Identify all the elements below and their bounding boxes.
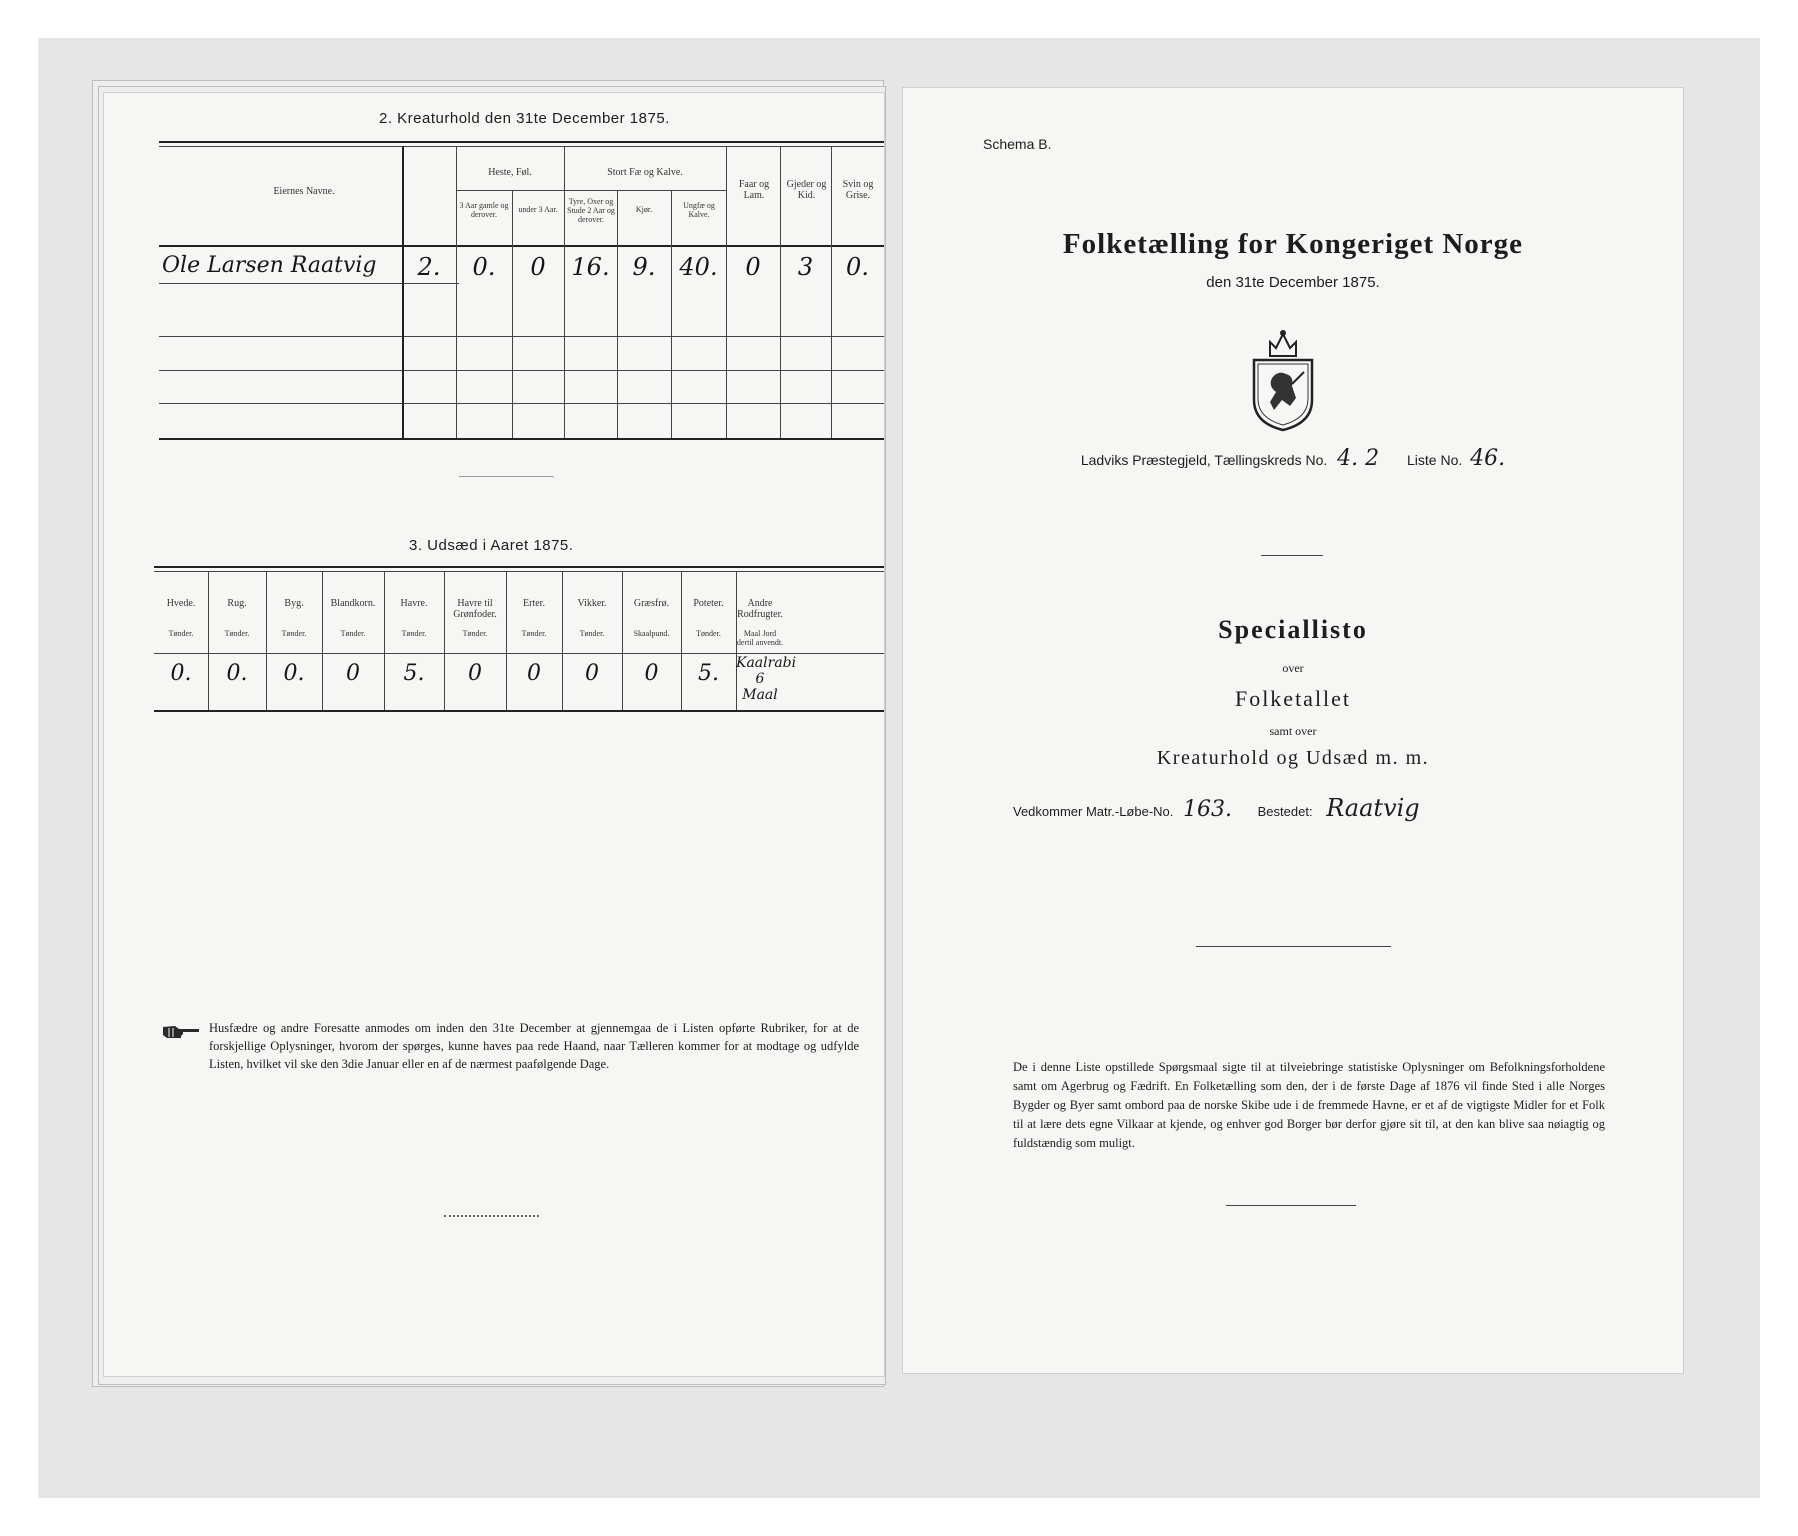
pointing-hand-icon <box>161 1023 201 1041</box>
udsaed-value: 0 <box>527 661 541 686</box>
udsaed-header: Havre til Grønfoder. <box>453 598 497 620</box>
divider <box>1196 946 1391 947</box>
livestock-value: 0. <box>472 253 496 281</box>
udsaed-header: Poteter. <box>693 598 724 609</box>
stortfae-sub-header: Ungfæ og Kalve. <box>683 201 715 219</box>
divider <box>1226 1205 1356 1206</box>
udsaed-header: Rug. <box>227 598 247 609</box>
udsaed-unit: Tønder. <box>579 629 605 638</box>
table-rule <box>154 571 884 572</box>
livestock-value: 0 <box>530 253 546 281</box>
udsaed-value: 0. <box>226 661 248 686</box>
speciallisto-title: Speciallisto <box>1218 615 1368 644</box>
table-rule <box>159 438 884 440</box>
owner-header: Eiernes Navne. <box>273 186 335 197</box>
folketallet-label: Folketallet <box>1234 686 1352 711</box>
udsaed-header: Erter. <box>523 598 545 609</box>
udsaed-header: Andre Rodfrugter. <box>737 598 783 620</box>
matr-line <box>1013 794 1613 822</box>
column-rule <box>266 571 267 710</box>
udsaed-unit: Tønder. <box>696 629 721 638</box>
udsaed-value: 0. <box>283 661 305 686</box>
livestock-value: 16. <box>571 253 610 281</box>
notice-paragraph: Husfædre og andre Foresatte anmodes om inden den 31te December at gjennemgaa de i Listen opførte Rubriker, for at de forskjellige Oplysninger, hvorom der spørges, kunne haves paa rede Haand, naar Tælleren kommer for at modtage og udfylde Listen, hvilket vil ske den 3die Januar eller en af de nærmest paafølgende Dage. <box>209 1021 859 1071</box>
svin-header: Svin og Grise. <box>842 179 874 201</box>
column-rule <box>681 571 682 710</box>
table-rule <box>154 710 884 712</box>
page-subtitle: den 31te December 1875. <box>1206 274 1380 291</box>
location-prefix: Ladviks Præstegjeld, Tællingskreds No. <box>1080 452 1328 468</box>
udsaed-value: 5. <box>698 661 719 686</box>
over-label: over <box>1282 661 1304 675</box>
livestock-value: 9. <box>632 253 656 281</box>
udsaed-unit: Skaalpund. <box>633 629 670 638</box>
left-page <box>104 93 884 1376</box>
udsaed-header: Vikker. <box>577 598 607 609</box>
udsaed-value: 0 <box>346 661 360 686</box>
group-rule <box>564 190 726 191</box>
matr-number: 163. <box>1183 797 1232 822</box>
udsaed-value: 0 <box>585 661 599 686</box>
udsaed-unit: Tønder. <box>281 629 307 638</box>
column-rule <box>562 571 563 710</box>
matr-label: Vedkommer Matr.-Løbe-No. <box>1013 804 1174 819</box>
table-rule <box>159 245 884 247</box>
udsaed-value: 0. <box>170 661 192 686</box>
column-rule <box>384 571 385 710</box>
column-rule <box>622 571 623 710</box>
udsaed-header: Græsfrø. <box>633 598 670 609</box>
udsaed-header: Hvede. <box>166 598 196 609</box>
gjeder-header: Gjeder og Kid. <box>786 179 827 201</box>
livestock-value: 40. <box>679 253 718 281</box>
location-line <box>903 446 1683 471</box>
udsaed-unit: Tønder. <box>224 629 250 638</box>
column-rule <box>444 571 445 710</box>
udsaed-unit: Tønder. <box>401 629 427 638</box>
column-rule <box>671 190 672 438</box>
udsaed-unit: Tønder. <box>521 629 547 638</box>
udsaed-value: 0 <box>644 661 659 686</box>
stortfae-sub-header: Kjør. <box>635 205 653 214</box>
livestock-value: 3 <box>797 253 814 281</box>
udsaed-unit: Tønder. <box>168 629 194 638</box>
udsaed-header: Havre. <box>400 598 428 609</box>
heste-sub-header: under 3 Aar. <box>518 205 558 214</box>
table-rule <box>159 146 884 147</box>
right-page <box>903 88 1683 1373</box>
heste-sub-header: 3 Aar gamle og derover. <box>459 201 509 219</box>
row-rule <box>154 653 884 654</box>
column-rule <box>322 571 323 710</box>
page-title: Folketælling for Kongeriget Norge <box>1062 228 1524 260</box>
divider <box>459 476 554 477</box>
bestedet-label: Bestedet: <box>1257 804 1313 819</box>
group-rule <box>456 190 564 191</box>
column-rule <box>617 190 618 438</box>
livestock-value: 0. <box>846 253 869 281</box>
table-rule <box>159 141 884 143</box>
bestedet-value: Raatvig <box>1326 794 1420 822</box>
heste-group-header: Heste, Føl. <box>488 167 532 178</box>
row-rule <box>159 370 884 371</box>
faar-header: Faar og Lam. <box>738 179 770 201</box>
udsaed-value: 5. <box>403 661 425 686</box>
column-rule <box>506 571 507 710</box>
row-rule <box>159 283 459 284</box>
liste-number: 46. <box>1470 446 1506 471</box>
udsaed-header: Byg. <box>284 598 304 609</box>
row-rule <box>159 336 884 337</box>
udsaed-unit: Maal Jord dertil anvendt. <box>736 629 784 647</box>
udsaed-unit: Tønder. <box>340 629 366 638</box>
liste-label: Liste No. <box>1407 452 1463 468</box>
table-rule <box>154 566 884 568</box>
udsaed-title: 3. Udsæd i Aaret 1875. <box>409 537 574 554</box>
column-rule <box>208 571 209 710</box>
column-rule <box>512 190 513 438</box>
samt-over-label: samt over <box>1269 724 1317 738</box>
row-rule <box>159 403 884 404</box>
livestock-value: 0 <box>745 253 761 281</box>
column-rule <box>780 146 781 438</box>
kreaturhold-title: 2. Kreaturhold den 31te December 1875. <box>379 110 670 127</box>
livestock-value: 2. <box>417 253 441 281</box>
owner-name: Ole Larsen Raatvig <box>162 253 377 278</box>
udsaed-value: Kaalrabi 6 Maal <box>736 655 797 703</box>
kreds-number: 4. 2 <box>1337 446 1380 471</box>
column-rule <box>726 146 727 438</box>
kreaturhold-line: Kreaturhold og Udsæd m. m. <box>1156 747 1430 769</box>
udsaed-header: Blandkorn. <box>330 598 376 609</box>
schema-label: Schema B. <box>983 136 1052 152</box>
divider <box>1261 555 1323 556</box>
udsaed-unit: Tønder. <box>462 629 488 638</box>
intro-paragraph: De i denne Liste opstillede Spørgsmaal sigte til at tilveiebringe statistiske Oplysninger om Befolkningsforholdene samt om Agerbrug og Fædrift. En Folketælling som den, der i de første Dage af 1876 vil finde Sted i alle Norges Bygder og Byer samt ombord paa de norske Skibe ude i de fremmede Havne, er et af de vigtigste Midler for et Folk til at lære dets egne Vilkaar at kjende, og enhver god Borger bør derfor gjøre sit til, at den kan blive saa nøiagtig og fuldstændig som muligt. <box>1013 1060 1605 1150</box>
udsaed-value: 0 <box>468 661 482 686</box>
divider <box>444 1215 539 1217</box>
coat-of-arms-icon <box>1248 328 1318 433</box>
stortfae-group-header: Stort Fæ og Kalve. <box>607 167 683 178</box>
column-rule <box>831 146 832 438</box>
column-rule <box>402 146 404 438</box>
stortfae-sub-header: Tyre, Oxer og Stude 2 Aar og derover. <box>567 197 615 224</box>
